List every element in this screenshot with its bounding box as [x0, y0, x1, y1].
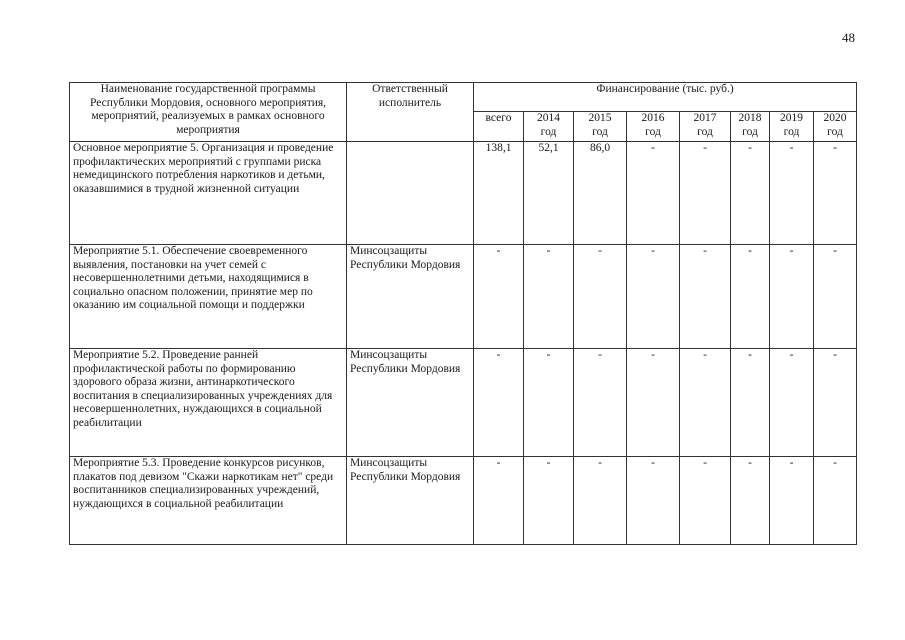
year-unit: год	[783, 125, 800, 138]
header-executor-column: Ответственный исполнитель	[347, 83, 474, 142]
value-2015: -	[574, 349, 627, 457]
year-label: 2020	[823, 112, 847, 124]
value-2020: -	[814, 457, 857, 545]
value-2019: -	[770, 457, 814, 545]
year-unit: год	[742, 125, 758, 138]
value-2020: -	[814, 349, 857, 457]
year-label: 2015	[588, 112, 612, 124]
year-label: 2016	[641, 112, 665, 124]
row-executor: Минсоцзащиты Республики Мордовия	[347, 349, 474, 457]
table-row-activity-5-3	[70, 457, 857, 545]
header-year-2014	[524, 112, 574, 142]
value-2020: -	[814, 142, 857, 245]
value-total: 138,1	[474, 142, 524, 245]
value-2017: -	[680, 457, 731, 545]
value-2018: -	[731, 142, 770, 245]
value-2015: -	[574, 245, 627, 349]
value-2016: -	[627, 349, 680, 457]
value-2014: 52,1	[524, 142, 574, 245]
header-year-2018	[731, 112, 770, 142]
row-name: Основное мероприятие 5. Организация и проведение профилактических мероприятий с группами риска немедицинского потребления наркотиков и детьми, оказавшимися в трудной жизненной ситуации	[70, 142, 347, 245]
value-2016: -	[627, 142, 680, 245]
table-row-activity-5-2	[70, 349, 857, 457]
value-2016: -	[627, 457, 680, 545]
value-total: -	[474, 349, 524, 457]
table-row-activity-5-1	[70, 245, 857, 349]
year-unit: год	[592, 125, 608, 138]
page-number: 48	[842, 30, 855, 45]
value-2014: -	[524, 457, 574, 545]
year-unit: год	[697, 125, 713, 138]
value-2019: -	[770, 245, 814, 349]
value-total: -	[474, 245, 524, 349]
row-name: Мероприятие 5.1. Обеспечение своевременного выявления, постановки на учет семей с несовершеннолетними детьми, находящимися в социально опасном положении, принятие мер по оказанию им социальной помощи и поддержки	[70, 245, 347, 349]
financing-table	[69, 82, 857, 545]
value-2015: 86,0	[574, 142, 627, 245]
table-row-main-activity-5	[70, 142, 857, 245]
value-2016: -	[627, 245, 680, 349]
year-unit: год	[645, 125, 661, 138]
header-year-2016	[627, 112, 680, 142]
header-year-2019	[770, 112, 814, 142]
header-year-2015	[574, 112, 627, 142]
year-label: 2019	[780, 112, 803, 124]
value-2014: -	[524, 245, 574, 349]
row-executor	[347, 142, 474, 245]
year-unit: год	[827, 125, 843, 138]
row-executor: Минсоцзащиты Республики Мордовия	[347, 457, 474, 545]
year-label: 2014	[537, 112, 560, 124]
row-executor: Минсоцзащиты Республики Мордовия	[347, 245, 474, 349]
value-2014: -	[524, 349, 574, 457]
year-label: 2018	[738, 112, 762, 124]
row-name: Мероприятие 5.3. Проведение конкурсов рисунков, плакатов под девизом "Скажи наркотикам нет" среди воспитанников специализированных учреждений, нуждающихся в социальной реабилитации	[70, 457, 347, 545]
year-unit: год	[540, 125, 557, 138]
value-2017: -	[680, 245, 731, 349]
value-2019: -	[770, 142, 814, 245]
row-name: Мероприятие 5.2. Проведение ранней профилактической работы по формированию здорового образа жизни, антинаркотического воспитания в специализированных учреждениях для несовершеннолетних, нуждающихся в социальной реабилитации	[70, 349, 347, 457]
header-financing-column: Финансирование (тыс. руб.)	[474, 83, 857, 112]
header-row-top	[70, 83, 857, 112]
value-2020: -	[814, 245, 857, 349]
header-year-2020	[814, 112, 857, 142]
value-2019: -	[770, 349, 814, 457]
value-2018: -	[731, 457, 770, 545]
value-2018: -	[731, 349, 770, 457]
value-2017: -	[680, 349, 731, 457]
header-year-2017	[680, 112, 731, 142]
header-name-column: Наименование государственной программы Республики Мордовия, основного мероприятия, мероприятий, реализуемых в рамках основного мероприятия	[70, 83, 347, 142]
value-2018: -	[731, 245, 770, 349]
value-2015: -	[574, 457, 627, 545]
value-total: -	[474, 457, 524, 545]
header-total: всего	[474, 112, 524, 142]
year-label: 2017	[693, 112, 717, 124]
value-2017: -	[680, 142, 731, 245]
